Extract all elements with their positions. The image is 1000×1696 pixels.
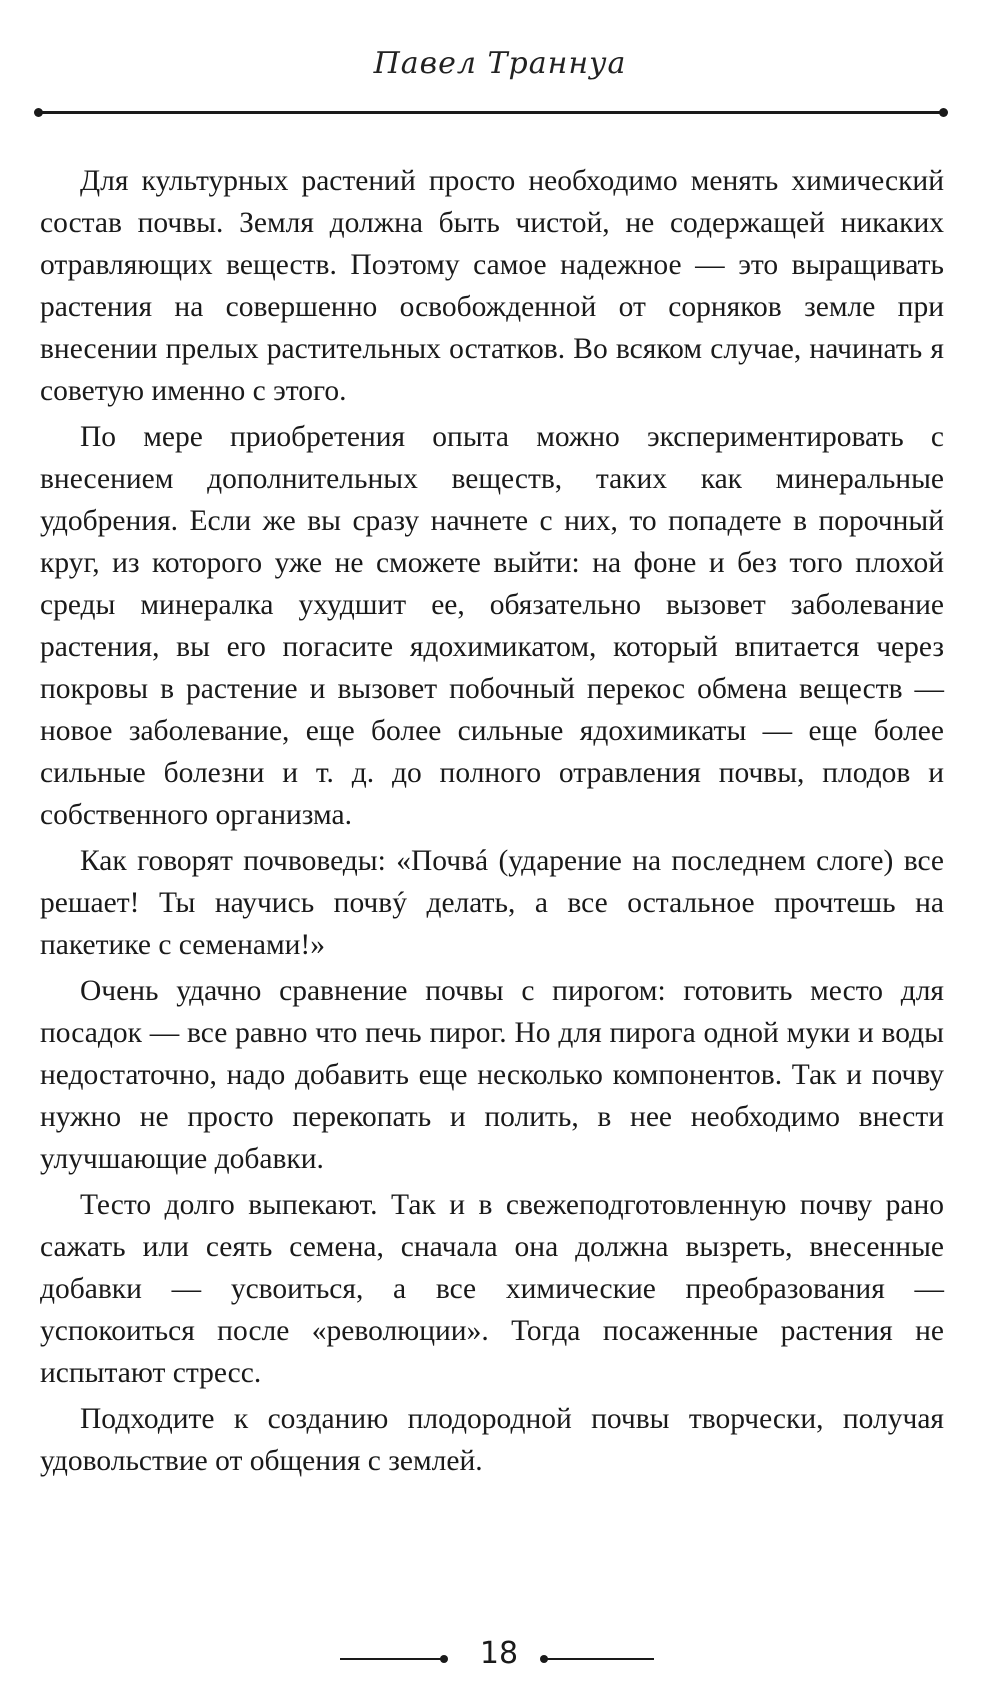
paragraph-1: Для культурных растений просто необходимо менять химический состав почвы. Земля должна быть чистой, не содержащей никаких отравляющих веществ. Поэтому самое надежное — это выращивать растения на совершенно освобожденной от сорняков земле при внесении прелых растительных остатков. Во всяком случае, начинать я советую именно с этого. bbox=[40, 165, 944, 407]
paragraph-2: По мере приобретения опыта можно экспериментировать с внесением дополнительных веществ, таких как минеральные удобрения. Если же вы сразу начнете с них, то попадете в порочный круг, из которого уже не сможете выйти: на фоне и без того плохой среды минералка ухудшит ее, обязательно вызовет заболевание растения, вы его погасите ядохимикатом, который впитается через покровы в растение и вызовет побочный перекос обмена веществ — новое заболевание, еще более сильные ядохимикаты — еще более сильные болезни и т. д. до полного отравления почвы, плодов и собственного организма. bbox=[40, 421, 944, 831]
page-number: 18 bbox=[479, 1636, 519, 1671]
body-text bbox=[40, 160, 944, 1486]
paragraph-6: Подходите к созданию плодородной почвы творчески, получая удовольствие от общения с землей. bbox=[40, 1403, 944, 1477]
footer-dot-left bbox=[440, 1655, 448, 1663]
footer-rule-left bbox=[340, 1658, 442, 1660]
header-rule bbox=[38, 111, 944, 114]
paragraph-5: Тесто долго выпекают. Так и в свежеподготовленную почву рано сажать или сеять семена, сначала она должна вызреть, внесенные добавки — усвоиться, а все химические преобразования — успокоиться после «революции». Тогда посаженные растения не испытают стресс. bbox=[40, 1189, 944, 1389]
footer-rule-right bbox=[546, 1658, 654, 1660]
paragraph-4: Очень удачно сравнение почвы с пирогом: готовить место для посадок — все равно что печь пирог. Но для пирога одной муки и воды недостаточно, надо добавить еще несколько компонентов. Так и почву нужно не просто перекопать и полить, в нее необходимо внести улучшающие добавки. bbox=[40, 975, 944, 1175]
running-head-author: Павел Траннуа bbox=[373, 46, 627, 81]
paragraph-3: Как говорят почвоведы: «Почвá (ударение на последнем слоге) все решает! Ты научись почвý делать, а все остальное прочтешь на пакетике с семенами!» bbox=[40, 845, 944, 961]
page-footer bbox=[0, 1634, 1000, 1674]
